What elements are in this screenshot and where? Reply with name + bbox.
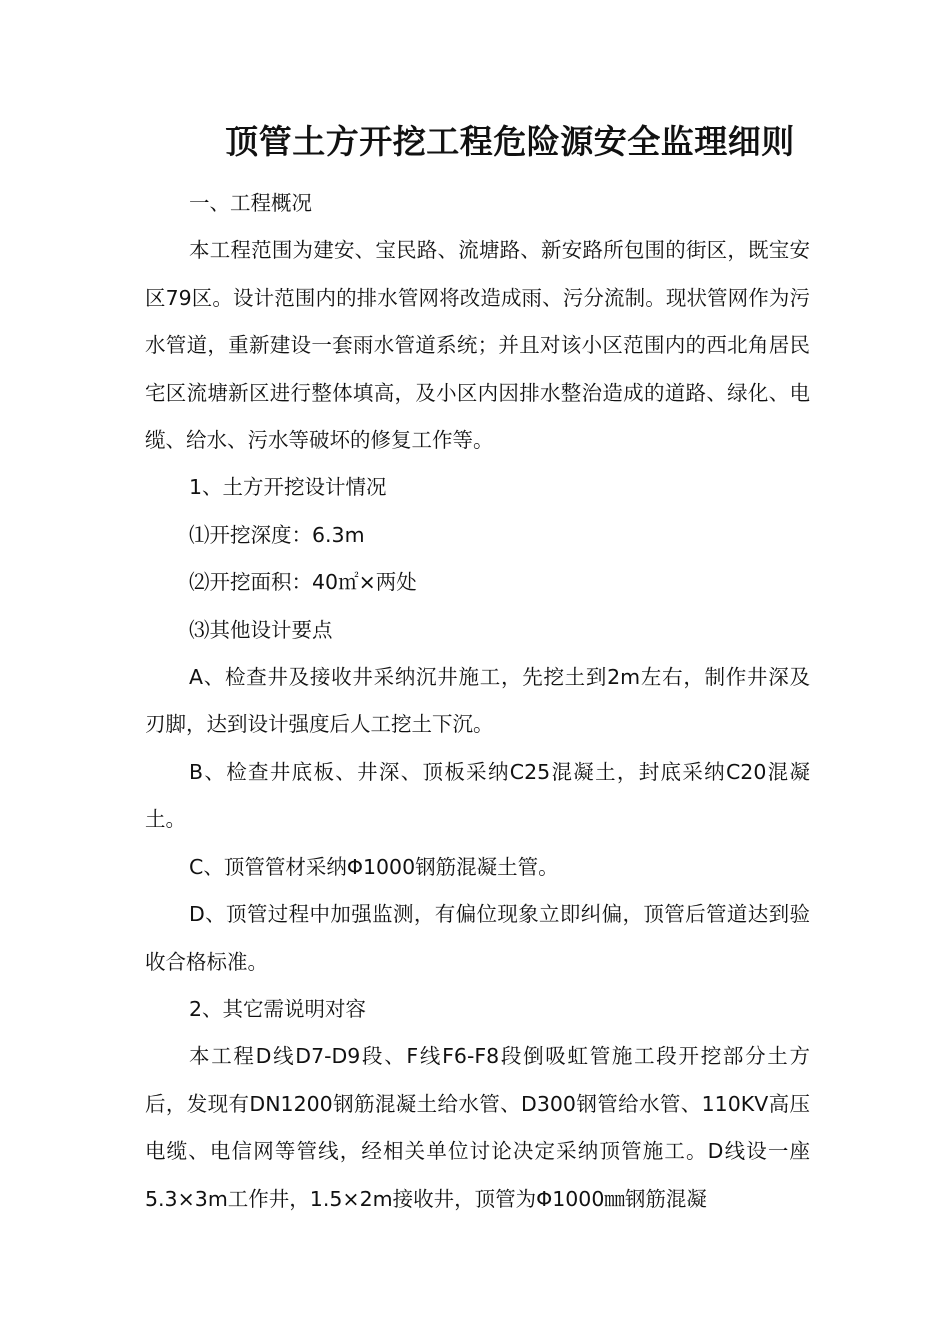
list-item-other-design-points: ⑶其他设计要点	[189, 617, 333, 642]
list-item-excavation-depth: ⑴开挖深度：6.3m	[189, 522, 365, 547]
paragraph-point-c: C、顶管管材采纳Φ1000钢筋混凝土管。	[189, 854, 559, 879]
document-title: 顶管土方开挖工程危险源安全监理细则	[225, 122, 795, 161]
document-body	[145, 180, 810, 1223]
paragraph-point-b: B、检查井底板、井深、顶板采纳C25混凝土，封底采纳C20混凝土。	[145, 759, 810, 832]
subsection-heading-excavation-design: 1、土方开挖设计情况	[189, 475, 387, 500]
subsection-heading-other-notes: 2、其它需说明对容	[189, 996, 367, 1021]
paragraph-project-overview: 本工程范围为建安、宝民路、流塘路、新安路所包围的街区，既宝安区79区。设计范围内的排水管网将改造成雨、污分流制。现状管网作为污水管道，重新建设一套雨水管道系统；并且对该小区范围内的西北角居民宅区流塘新区进行整体填高，及小区内因排水整治造成的道路、绿化、电缆、给水、污水等破坏的修复工作等。	[145, 238, 810, 453]
section-heading-overview: 一、工程概况	[189, 191, 312, 215]
paragraph-other-notes: 本工程D线D7-D9段、F线F6-F8段倒吸虹管施工段开挖部分土方后，发现有DN1200钢筋混凝土给水管、D300钢管给水管、110KV高压电缆、电信网等管线，经相关单位讨论决定采纳顶管施工。D线设一座5.3×3m工作井，1.5×2m接收井，顶管为Φ1000㎜钢筋混凝	[145, 1044, 810, 1211]
paragraph-point-a: A、检查井及接收井采纳沉井施工，先挖土到2m左右，制作井深及刃脚，达到设计强度后人工挖土下沉。	[145, 665, 810, 737]
paragraph-point-d: D、顶管过程中加强监测，有偏位现象立即纠偏，顶管后管道达到验收合格标准。	[145, 902, 810, 974]
list-item-excavation-area: ⑵开挖面积：40㎡×两处	[189, 570, 417, 595]
